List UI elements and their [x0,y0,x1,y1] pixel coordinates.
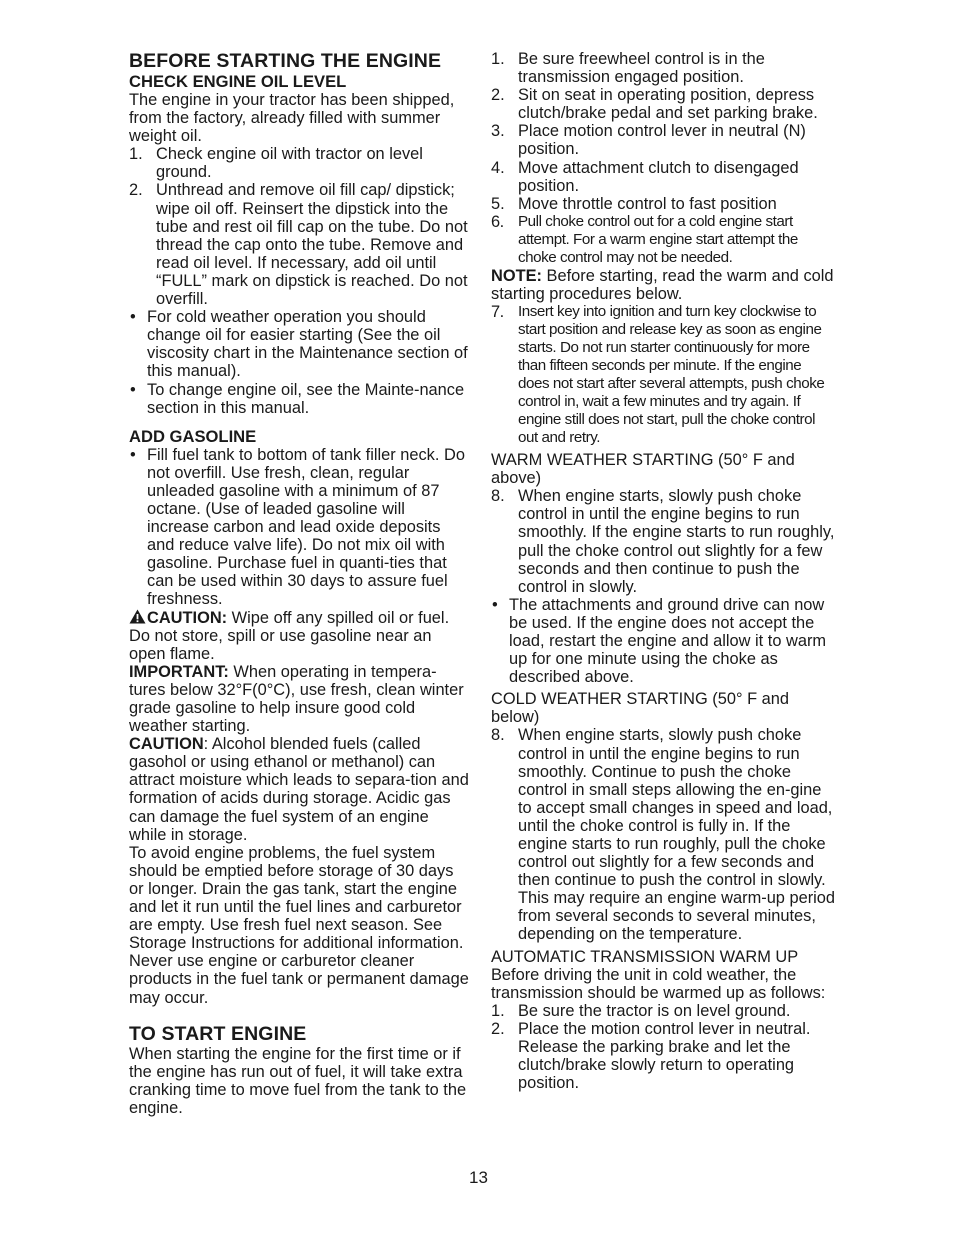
start-intro: When starting the engine for the first time or if the engine has run out of fuel, it will take extra cranking time to move fuel from the tank to the engine. [129,1044,467,1117]
left-column [129,50,469,1117]
oil-intro: The engine in your tractor has been shipped, from the factory, already filled with summer weight oil. [129,91,455,146]
step-text: Place motion control lever in neutral (N) position. [518,122,806,159]
right-column [491,50,836,1092]
step-number: 2. [491,1019,505,1038]
check-oil-subheading: CHECK ENGINE OIL LEVEL [129,72,347,91]
warm-step [491,487,836,596]
step-text: Place the motion control lever in neutral. Release the parking brake and let the clutch/brake slowly return to operating position. [518,1019,811,1093]
step-number: 6. [491,212,504,231]
step-number: 2. [129,181,143,200]
bullet-text: For cold weather operation you should change oil for easier starting (See the oil viscosity chart in the Maintenance section of this manual). [147,308,468,381]
step-text: Sit on seat in operating position, depress clutch/brake pedal and set parking brake. [518,86,818,123]
bullet-icon: • [130,445,136,464]
cold-weather-heading: COLD WEATHER STARTING (50° F and below) [491,690,789,727]
warm-weather-heading: WARM WEATHER STARTING (50° F and above) [491,451,795,488]
start-step [491,122,836,158]
caution-text: : Alcohol blended fuels (called gasohol or using ethanol or methanol) can attract moisture which leads to separa-tion and formation of acids during storage. Acidic gas can damage the fuel system of an engine while in storage. [129,735,469,844]
caution-label: CAUTION [129,735,204,754]
storage-paragraph: To avoid engine problems, the fuel system should be emptied before storage of 30 days or longer. Drain the gas tank, start the engine and let it run until the fuel lines and carburetor are empty. Use fresh fuel next season. See Storage Instructions for additional information. [129,843,464,953]
alcohol-caution-paragraph [129,735,469,844]
oil-step [129,145,469,181]
add-gasoline-subheading: ADD GASOLINE [129,426,257,446]
bullet-icon: • [130,380,136,399]
caution-text: Wipe off any spilled oil or fuel. Do not store, spill or use gasoline near an open flame. [129,608,450,663]
cold-step [491,726,836,943]
step-text: Move attachment clutch to disengaged position. [518,158,799,195]
step-number: 1. [491,50,505,68]
start-step [491,50,836,86]
step-number: 8. [491,487,505,506]
auto-step [491,1002,836,1020]
step-number: 2. [491,86,505,105]
bullet-icon: • [130,308,136,327]
bullet-icon: • [492,595,498,614]
auto-step [491,1020,836,1092]
step-number: 3. [491,122,505,141]
step-text: Be sure the tractor is on level ground. [518,1001,791,1020]
auto-intro: Before driving the unit in cold weather, the transmission should be warmed up as follows: [491,965,826,1002]
step-text: Check engine oil with tractor on level ground. [156,145,423,182]
start-step [491,303,836,447]
step-text: Pull choke control out for a cold engine start attempt. For a warm engine start attempt the choke control may not be needed. [518,212,798,266]
oil-bullet [129,381,469,417]
before-starting-heading: BEFORE STARTING THE ENGINE [129,50,442,72]
step-number: 4. [491,158,505,177]
caution-label: CAUTION: [147,608,228,627]
step-number: 1. [129,145,143,164]
to-start-engine-heading: TO START ENGINE [129,1022,307,1045]
important-label: IMPORTANT: [129,662,229,681]
bullet-text: To change engine oil, see the Mainte-nance section in this manual. [147,380,465,417]
oil-bullet [129,308,469,380]
step-number: 1. [491,1001,505,1020]
step-text: Unthread and remove oil fill cap/ dipstick; wipe oil off. Reinsert the dipstick into the tube and rest oil fill cap on the tube. Do not thread the cap onto the tube. Remove and read oil level. If necessary, add oil until “FULL” mark on dipstick is reached. Do not overfill. [156,181,468,309]
step-text: Be sure freewheel control is in the transmission engaged position. [518,50,765,87]
caution-paragraph [129,609,469,663]
page-number: 13 [469,1168,488,1187]
warm-bullet [491,596,836,686]
gas-bullet [129,446,469,609]
step-number: 8. [491,726,505,745]
note-label: NOTE: [491,266,542,285]
bullet-text: Fill fuel tank to bottom of tank filler neck. Do not overfill. Use fresh, clean, regular unleaded gasoline with a minimum of 87 octane. (Use of leaded gasoline will increase carbon and lead oxide deposits and reduce valve life). Do not mix oil with gasoline. Purchase fuel in quanti-ties that can be used within 30 days to assure fuel freshness. [147,445,465,609]
start-step [491,86,836,122]
step-text: Insert key into ignition and turn key clockwise to start position and release key as soon as engine starts. Do not run starter continuously for more than fifteen seconds per minute. If the engine does not start after several attempts, push choke control in, wait a few minutes and try again. If engine still does not start, pull the choke control out and retry. [518,303,825,447]
step-number: 5. [491,194,505,213]
important-paragraph [129,663,469,735]
step-text: Move throttle control to fast position [518,194,777,213]
step-text: When engine starts, slowly push choke control in until the engine begins to run smoothly. Continue to push the choke control in small steps allowing the en-gine to accept small changes in speed and load, until the choke control is fully in. If the engine starts to run roughly, pull the choke control out slightly for a few seconds and then continue to push the control in slowly. This may require an engine warm-up period from several seconds to several minutes, depending on the temperature. [518,726,836,944]
start-step [491,159,836,195]
start-step [491,195,836,213]
start-step [491,213,836,267]
note-paragraph [491,267,836,303]
bullet-text: The attachments and ground drive can now be used. If the engine does not accept the load, restart the engine and allow it to warm up for one minute using the choke as described above. [509,595,827,687]
cleaner-warning-paragraph: Never use engine or carburetor cleaner products in the fuel tank or permanent damage may occur. [129,952,469,1007]
step-number: 7. [491,303,504,322]
note-text: Before starting, read the warm and cold starting procedures below. [491,266,834,303]
oil-step [129,181,469,308]
important-text: When operating in tempera-tures below 32°F(0°C), use fresh, clean winter grade gasoline to help insure good cold weather starting. [129,662,464,736]
step-text: When engine starts, slowly push choke control in until the engine begins to run smoothly. If the engine starts to run roughly, pull the choke control out slightly for a few seconds and then continue to push the control in slowly. [518,487,835,596]
warning-triangle-icon [129,609,146,624]
auto-transmission-heading: AUTOMATIC TRANSMISSION WARM UP [491,947,799,966]
